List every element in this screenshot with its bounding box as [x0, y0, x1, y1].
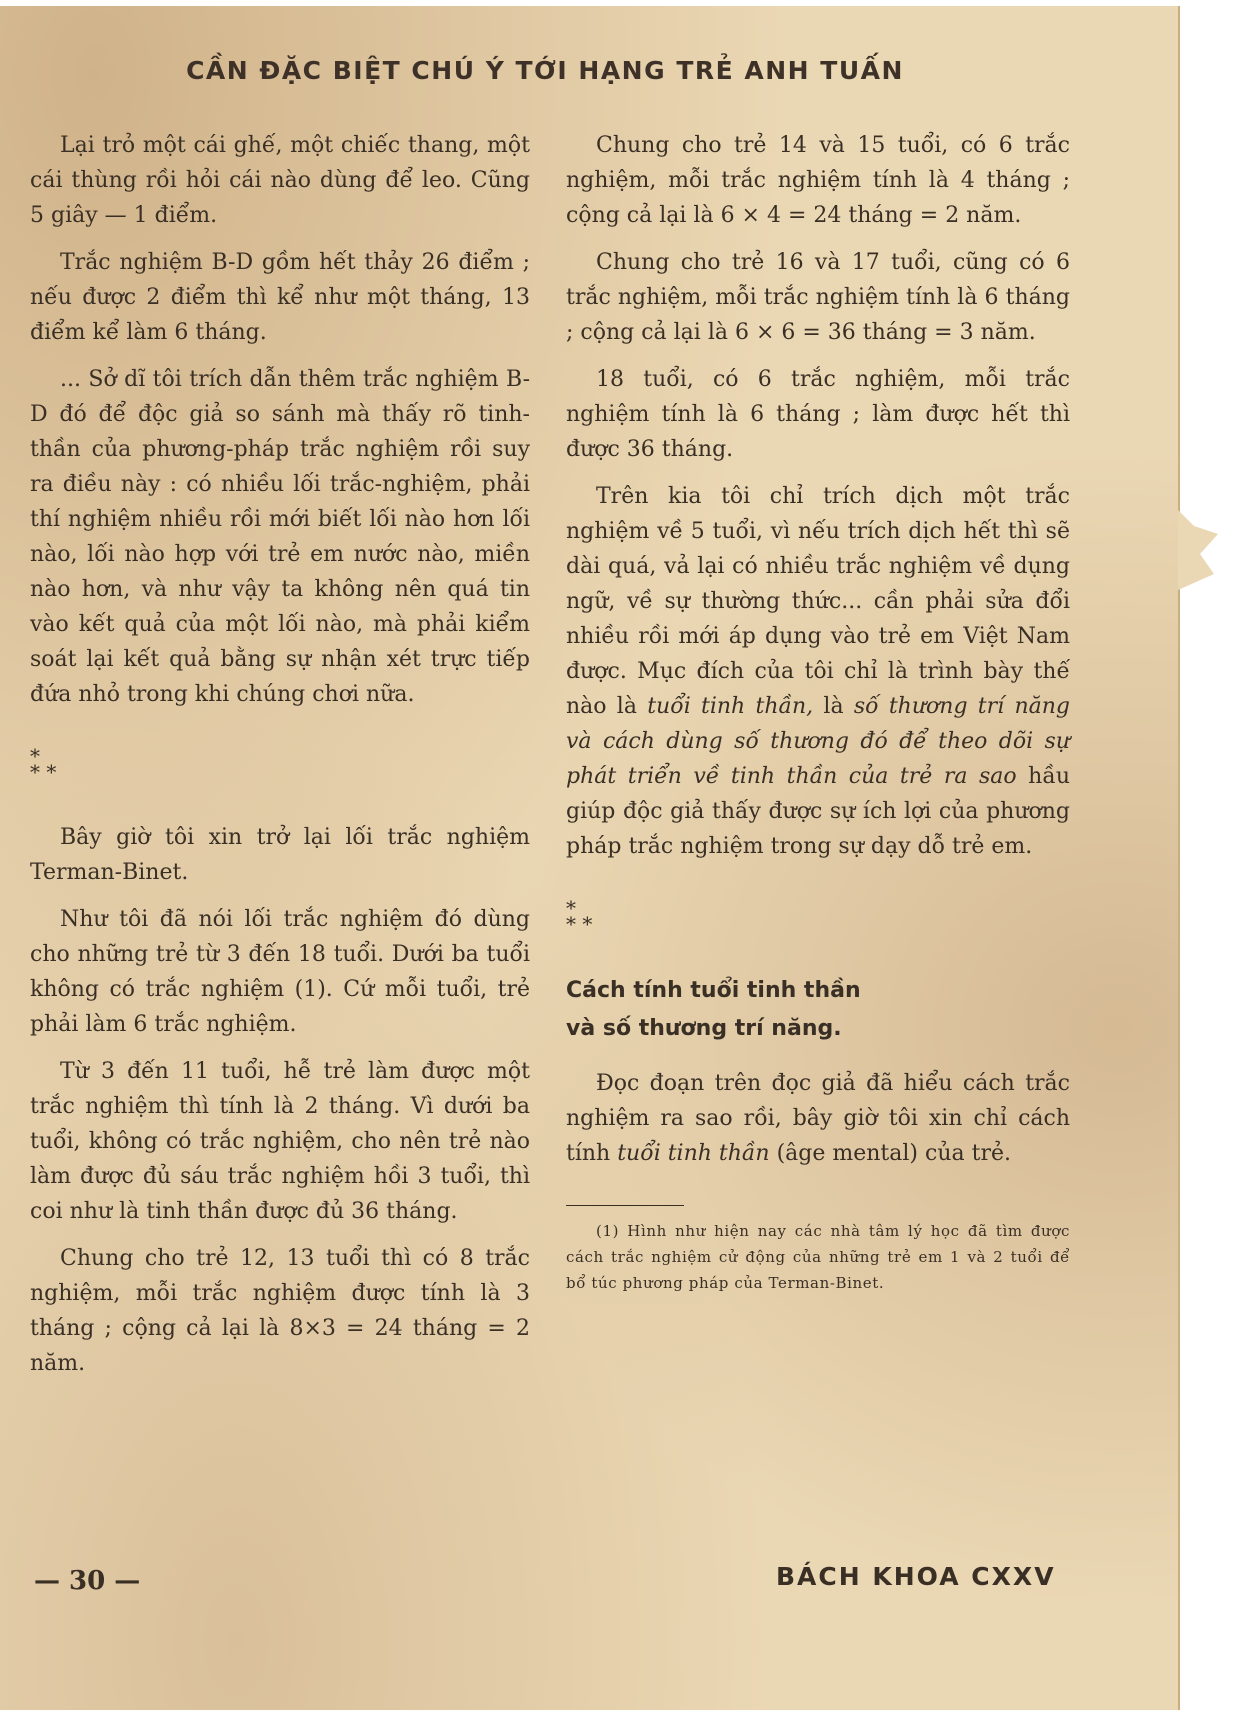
paragraph: Trắc nghiệm B-D gồm hết thảy 26 điểm ; nếu được 2 điểm thì kể như một tháng, 13 điểm kể làm 6 tháng.	[30, 250, 530, 345]
paragraph	[566, 1066, 1070, 1171]
section-break-stars: * * *	[566, 896, 593, 936]
footnote-rule	[566, 1205, 684, 1206]
running-head: CẦN ĐẶC BIỆT CHÚ Ý TỚI HẠNG TRẺ ANH TUẤN	[186, 56, 904, 85]
section-heading-line: và số thương trí năng.	[566, 1016, 842, 1041]
paragraph: ... Sở dĩ tôi trích dẫn thêm trắc nghiệm B-D đó để độc giả so sánh mà thấy rõ tinh-thần của phương-pháp trắc nghiệm rồi suy ra điều này : có nhiều lối trắc-nghiệm, phải thí nghiệm nhiều rồi mới biết lối nào hơn lối nào, lối nào hợp với trẻ em nước nào, miền nào hơn, và như vậy ta không nên quá tin vào kết quả của một lối nào, mà phải kiểm soát lại kết quả bằng sự nhận xét trực tiếp đứa nhỏ trong khi chúng chơi nữa.	[30, 367, 530, 707]
paragraph: Chung cho trẻ 16 và 17 tuổi, cũng có 6 trắc nghiệm, mỗi trắc nghiệm tính là 6 tháng ; cộng cả lại là 6 × 6 = 36 tháng = 3 năm.	[566, 250, 1070, 345]
magazine-issue: BÁCH KHOA CXXV	[776, 1562, 1056, 1591]
footnote: (1) Hình như hiện nay các nhà tâm lý học đã tìm được cách trắc nghiệm cử động của những trẻ em 1 và 2 tuổi để bổ túc phương pháp của Terman-Binet.	[566, 1222, 1070, 1292]
left-column	[30, 128, 530, 1393]
paragraph: Bây giờ tôi xin trở lại lối trắc nghiệm Terman-Binet.	[30, 825, 530, 885]
text-run: (âge mental) của trẻ.	[769, 1141, 1011, 1166]
right-column	[566, 128, 1070, 1308]
section-break-stars: * * *	[30, 744, 57, 784]
paragraph: Lại trỏ một cái ghế, một chiếc thang, một cái thùng rồi hỏi cái nào dùng để leo. Cũng 5 giây — 1 điểm.	[30, 133, 530, 228]
paragraph: Từ 3 đến 11 tuổi, hễ trẻ làm được một trắc nghiệm thì tính là 2 tháng. Vì dưới ba tuổi, không có trắc nghiệm, cho nên trẻ nào làm được đủ sáu trắc nghiệm hồi 3 tuổi, thì coi như là tinh thần được đủ 36 tháng.	[30, 1059, 530, 1224]
section-heading	[566, 972, 1070, 1048]
paragraph: Như tôi đã nói lối trắc nghiệm đó dùng cho những trẻ từ 3 đến 18 tuổi. Dưới ba tuổi không có trắc nghiệm (1). Cứ mỗi tuổi, trẻ phải làm 6 trắc nghiệm.	[30, 907, 530, 1037]
paragraph: 18 tuổi, có 6 trắc nghiệm, mỗi trắc nghiệm tính là 6 tháng ; làm được hết thì được 36 tháng.	[566, 367, 1070, 462]
italic-term: số thương trí năng và cách dùng số thương đó để theo dõi sự phát triển về tinh thần của trẻ ra sao	[566, 694, 1070, 789]
paragraph: Chung cho trẻ 12, 13 tuổi thì có 8 trắc nghiệm, mỗi trắc nghiệm được tính là 3 tháng ; cộng cả lại là 8×3 = 24 tháng = 2 năm.	[30, 1246, 530, 1376]
italic-term: tuổi tinh thần	[617, 1141, 770, 1166]
text-run: hầu giúp độc giả thấy được sự ích lợi của phương pháp trắc nghiệm trong sự dạy dỗ trẻ em.	[566, 764, 1071, 859]
paragraph: Chung cho trẻ 14 và 15 tuổi, có 6 trắc nghiệm, mỗi trắc nghiệm tính là 4 tháng ; cộng cả lại là 6 × 4 = 24 tháng = 2 năm.	[566, 133, 1070, 228]
paragraph	[566, 479, 1070, 864]
text-run: Trên kia tôi chỉ trích dịch một trắc nghiệm về 5 tuổi, vì nếu trích dịch hết thì sẽ dài quá, vả lại có nhiều trắc nghiệm về dụng ngữ, về sự thường thức... cần phải sửa đổi nhiều rồi mới áp dụng vào trẻ em Việt Nam được. Mục đích của tôi chỉ là trình bày thế nào là	[566, 484, 1070, 719]
page-number: — 30 —	[34, 1566, 141, 1596]
text-run: Đọc đoạn trên đọc giả đã hiểu cách trắc nghiệm ra sao rồi, bây giờ tôi xin chỉ cách tính	[566, 1071, 1070, 1166]
text-run: là	[813, 694, 854, 719]
section-heading-line: Cách tính tuổi tinh thần	[566, 978, 861, 1003]
italic-term: tuổi tinh thần,	[647, 694, 814, 719]
